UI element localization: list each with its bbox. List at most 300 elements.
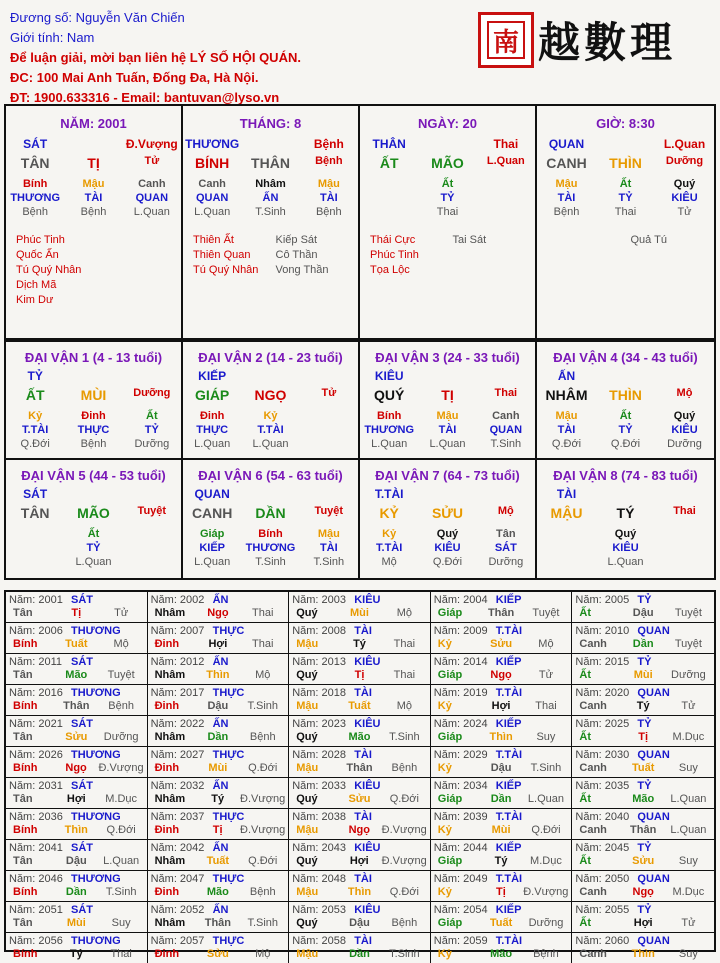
year-can-chi	[434, 793, 569, 806]
year-header	[151, 687, 286, 700]
life-stage: L.Quan	[194, 206, 231, 218]
star-left: Dịch Mã	[16, 279, 57, 291]
pillar-title: NĂM: 2001	[60, 116, 127, 131]
year-cell	[6, 871, 148, 902]
ten-god: QUAN	[489, 424, 523, 436]
dai-van-ten-gods	[537, 423, 714, 437]
year-can-chi	[151, 638, 286, 651]
dai-van-cell	[537, 342, 714, 460]
dai-van-top: TÀI	[556, 487, 577, 501]
year-can: Giáp	[437, 917, 463, 929]
year-ten-god: KIẾP	[495, 718, 522, 730]
year-ten-god: KIẾP	[495, 904, 522, 916]
year-stage: Q.Đới	[531, 824, 561, 836]
pillar-chi: MÃO	[431, 155, 464, 171]
year-can-chi	[292, 886, 427, 899]
year-header	[292, 749, 427, 762]
year-can-chi	[9, 948, 144, 961]
year-can: Tân	[13, 917, 33, 929]
year-stage: Đ.Vượng	[240, 793, 286, 805]
dai-van-can-chi	[360, 505, 535, 521]
year-chi: Tý	[353, 638, 366, 650]
year-label: Năm: 2019	[433, 687, 488, 699]
hidden-stem: Canh	[138, 178, 166, 190]
year-stage: Thai	[535, 700, 557, 712]
star-left: Thiên Ất	[193, 234, 234, 246]
year-can: Tân	[13, 793, 33, 805]
life-stage	[537, 555, 596, 569]
year-label: Năm: 2024	[433, 718, 488, 730]
year-cell	[6, 840, 148, 871]
hidden-stem: Kỷ	[28, 410, 43, 422]
year-label: Năm: 2043	[292, 842, 346, 854]
year-header	[292, 780, 427, 793]
dai-van-ten-god	[360, 487, 535, 501]
hidden-stem	[123, 527, 181, 541]
year-label: Năm: 2015	[575, 656, 630, 668]
year-stage: Mộ	[396, 607, 412, 619]
year-can-chi	[292, 948, 427, 961]
dai-van-top: KIÊU	[374, 369, 404, 383]
pillar-hidden-stems	[537, 177, 714, 191]
life-stage: Q.Đới	[20, 438, 50, 450]
dai-van-chi: THÌN	[609, 387, 642, 403]
year-ten-god: TỶ	[637, 904, 652, 916]
ten-god	[6, 541, 64, 555]
year-ten-god: KIÊU	[354, 842, 381, 854]
year-stage: Tử	[538, 669, 553, 681]
year-chi: Dần	[632, 638, 654, 650]
year-header	[9, 780, 144, 793]
dai-van-can-chi	[183, 387, 358, 403]
year-ten-god: THỰC	[212, 749, 245, 761]
year-can-chi	[9, 669, 144, 682]
year-ten-god: SÁT	[71, 780, 93, 792]
year-can-chi	[434, 607, 569, 620]
year-label: Năm: 2055	[575, 904, 630, 916]
year-chi: Mùi	[66, 917, 86, 929]
year-can: Nhâm	[154, 731, 186, 743]
star-left: Tú Quý Nhân	[16, 264, 82, 276]
year-chi: Dậu	[632, 607, 654, 619]
year-can: Kỷ	[437, 886, 452, 898]
year-stage: Tử	[114, 607, 129, 619]
year-stage: M.Dục	[672, 886, 705, 898]
year-stage: Bệnh	[391, 762, 418, 774]
year-can: Mậu	[296, 824, 319, 836]
year-cell	[148, 623, 290, 654]
star-right: Vong Thần	[275, 264, 329, 276]
year-label: Năm: 2030	[575, 749, 630, 761]
year-label: Năm: 2060	[575, 935, 630, 947]
ten-god	[300, 423, 358, 437]
ten-god: T.TÀI	[257, 424, 284, 436]
year-ten-god: TỶ	[637, 780, 652, 792]
year-header	[575, 625, 711, 638]
year-ten-god: KIẾP	[495, 842, 522, 854]
year-label: Năm: 2050	[575, 873, 630, 885]
year-can: Quý	[296, 669, 318, 681]
year-chi: Sửu	[632, 855, 655, 867]
year-can: Canh	[579, 824, 607, 836]
life-stage: T.Sinh	[255, 206, 286, 218]
star-left	[547, 233, 631, 248]
year-header	[151, 935, 286, 948]
year-ten-god: QUAN	[637, 687, 670, 699]
pillar-top-row	[183, 137, 358, 151]
year-stage: Tuyệt	[532, 607, 560, 619]
pillar-stars	[6, 233, 181, 308]
dai-van-cell	[360, 460, 537, 578]
hidden-stem: Mậu	[82, 178, 105, 190]
year-header	[434, 811, 569, 824]
pillar-ten-gods	[360, 191, 535, 205]
hidden-stem: Nhâm	[255, 178, 286, 190]
year-can-chi	[575, 731, 711, 744]
yearly-table	[4, 590, 716, 960]
dai-van-chi: NGỌ	[254, 387, 287, 403]
dai-van-stages	[6, 555, 181, 569]
pillar-chi: THÌN	[609, 155, 642, 171]
dai-van-title: ĐẠI VẬN 3 (24 - 33 tuổi)	[375, 350, 520, 365]
year-cell	[431, 685, 573, 716]
year-label: Năm: 2013	[292, 656, 346, 668]
year-can: Kỷ	[437, 638, 452, 650]
life-stage	[300, 437, 358, 451]
year-cell	[431, 654, 573, 685]
year-can-chi	[575, 607, 711, 620]
pillar-can-chi-row	[6, 155, 181, 171]
year-label: Năm: 2042	[150, 842, 205, 854]
year-header	[292, 625, 427, 638]
year-cell	[289, 871, 431, 902]
year-can: Ất	[579, 793, 591, 805]
year-can: Nhâm	[154, 607, 186, 619]
ten-god: TỶ	[86, 542, 101, 554]
dai-van-title: ĐẠI VẬN 6 (54 - 63 tuổi)	[198, 468, 343, 483]
year-can-chi	[292, 700, 427, 713]
year-ten-god: QUAN	[637, 811, 670, 823]
year-label: Năm: 2047	[150, 873, 205, 885]
year-can-chi	[434, 731, 569, 744]
ten-god: QUAN	[195, 192, 229, 204]
year-ten-god: KIẾP	[495, 656, 522, 668]
year-ten-god: THỰC	[212, 625, 245, 637]
year-can: Đinh	[154, 886, 180, 898]
year-can-chi	[9, 793, 144, 806]
year-ten-god: ẤN	[212, 780, 229, 792]
year-can-chi	[434, 638, 569, 651]
dai-van-stages	[6, 437, 181, 451]
life-stage: Thai	[614, 206, 637, 218]
year-chi: Sửu	[65, 731, 88, 743]
year-can-chi	[9, 607, 144, 620]
year-stage: Tuyệt	[674, 638, 702, 650]
year-can-chi	[151, 886, 286, 899]
pillar-can-chi-row	[360, 155, 535, 171]
year-label: Năm: 2023	[292, 718, 346, 730]
year-chi: Mùi	[491, 824, 511, 836]
year-header	[434, 594, 569, 607]
hidden-stem: Canh	[198, 178, 226, 190]
year-ten-god: THƯƠNG	[71, 625, 121, 637]
year-can: Tân	[13, 669, 33, 681]
ten-god: THƯƠNG	[10, 192, 60, 204]
year-can: Đinh	[154, 762, 180, 774]
year-label: Năm: 2053	[292, 904, 346, 916]
year-label: Năm: 2051	[9, 904, 63, 916]
year-label: Năm: 2028	[292, 749, 346, 761]
life-stage: L.Quan	[607, 556, 644, 568]
logo	[478, 10, 676, 70]
star-right	[99, 263, 182, 278]
hidden-stem: Quý	[614, 528, 637, 540]
phone-email-line: ĐT: 1900.633316 - Email: bantuvan@lyso.vn	[10, 90, 280, 105]
year-can-chi	[292, 917, 427, 930]
pillar-life-stages	[537, 205, 714, 219]
year-header	[575, 718, 711, 731]
ten-god: THƯƠNG	[245, 542, 296, 554]
dai-van-life: Mộ	[497, 505, 514, 517]
ten-god: THỰC	[77, 424, 110, 436]
hidden-stem: Kỷ	[382, 528, 397, 540]
pillar-life-stages	[183, 205, 358, 219]
pillar-ten-gods	[537, 191, 714, 205]
year-cell	[572, 654, 714, 685]
star-right: Kiếp Sát	[275, 234, 318, 246]
star-left: Thiên Quan	[193, 249, 251, 261]
dai-van-stages	[183, 437, 358, 451]
year-can: Canh	[579, 700, 607, 712]
year-cell	[431, 902, 573, 933]
pillar-hidden-stems	[6, 177, 181, 191]
year-chi: Thân	[487, 607, 515, 619]
year-can: Bính	[13, 762, 38, 774]
year-label: Năm: 2004	[433, 594, 488, 606]
life-stage: L.Quan	[194, 438, 231, 450]
life-stage	[6, 555, 64, 569]
year-can: Mậu	[296, 948, 319, 960]
dai-van-hidden	[183, 409, 358, 423]
year-can: Canh	[579, 948, 607, 960]
dai-van-cell	[360, 342, 537, 460]
year-chi: Sửu	[206, 948, 229, 960]
dai-van-ten-gods	[6, 423, 181, 437]
ten-god: TÀI	[557, 192, 576, 204]
hidden-stem: Đinh	[199, 410, 225, 422]
year-ten-god: T.TÀI	[495, 935, 523, 947]
year-chi: Hợi	[208, 638, 228, 650]
dai-van-can: GIÁP	[195, 387, 230, 403]
hidden-stem: Quý	[673, 178, 696, 190]
hidden-stem: Ất	[146, 410, 158, 422]
life-stage: Dưỡng	[667, 438, 702, 450]
year-can-chi	[575, 638, 711, 651]
year-chi: Tị	[354, 669, 365, 681]
year-cell	[148, 654, 290, 685]
star-right: Cô Thần	[275, 249, 318, 261]
year-can-chi	[292, 855, 427, 868]
year-label: Năm: 2052	[150, 904, 205, 916]
ten-god	[123, 541, 181, 555]
dai-van-title: ĐẠI VẬN 7 (64 - 73 tuổi)	[375, 468, 520, 483]
year-stage: T.Sinh	[247, 917, 279, 929]
life-stage: Thai	[436, 206, 459, 218]
year-header	[9, 935, 144, 948]
dai-van-life: Tuyệt	[314, 505, 344, 517]
year-header	[575, 656, 711, 669]
dai-van-can-chi	[6, 387, 181, 403]
year-label: Năm: 2040	[575, 811, 630, 823]
year-chi: Hợi	[349, 855, 369, 867]
year-stage: L.Quan	[670, 793, 707, 805]
year-can: Đinh	[154, 948, 180, 960]
year-stage: Q.Đới	[248, 855, 278, 867]
pillar-top-label: Thai	[493, 137, 519, 151]
dai-van-can: CANH	[191, 505, 233, 521]
year-cell	[289, 623, 431, 654]
dai-van-title: ĐẠI VẬN 4 (34 - 43 tuổi)	[553, 350, 698, 365]
star-right: Quả Tú	[630, 234, 667, 246]
year-chi: Tị	[638, 731, 649, 743]
star-right	[99, 293, 182, 308]
year-can-chi	[434, 886, 569, 899]
year-ten-god: QUAN	[637, 935, 670, 947]
life-stage: Bệnh	[80, 438, 107, 450]
hidden-stem: Bính	[22, 178, 48, 190]
year-header	[434, 935, 569, 948]
star-left: Phúc Tinh	[370, 249, 419, 261]
year-ten-god: TÀI	[354, 625, 372, 637]
year-chi: Tuất	[489, 917, 513, 929]
year-chi: Ngọ	[65, 762, 87, 774]
year-cell	[148, 747, 290, 778]
year-can-chi	[434, 762, 569, 775]
year-ten-god: THƯƠNG	[71, 873, 121, 885]
year-stage: Thai	[252, 638, 274, 650]
year-label: Năm: 2017	[150, 687, 205, 699]
dai-van-ten-gods	[183, 423, 358, 437]
year-stage: Thai	[393, 669, 416, 681]
year-stage: Bệnh	[249, 886, 276, 898]
pillar-can-chi-row	[183, 155, 358, 171]
year-header	[575, 687, 711, 700]
year-can-chi	[9, 824, 144, 837]
life-stage: Q.Đới	[432, 556, 463, 568]
year-can: Giáp	[437, 793, 463, 805]
star-right	[453, 263, 536, 278]
pillar-top-label: THƯƠNG	[185, 137, 240, 151]
pillar-top-label: Bệnh	[313, 137, 344, 151]
year-cell	[6, 592, 148, 623]
pillar-can: BÍNH	[195, 155, 230, 171]
year-stage: T.Sinh	[530, 762, 562, 774]
year-label: Năm: 2008	[292, 625, 346, 637]
year-chi: Hợi	[66, 793, 86, 805]
year-cell	[431, 809, 573, 840]
year-chi: Dần	[65, 886, 87, 898]
year-chi: Thìn	[64, 824, 88, 836]
year-can: Canh	[579, 638, 607, 650]
ten-god: TÀI	[319, 192, 338, 204]
year-header	[292, 718, 427, 731]
hidden-stem: Mậu	[555, 410, 578, 422]
year-header	[575, 749, 711, 762]
pillar-can: ẤT	[379, 155, 399, 171]
year-cell	[572, 902, 714, 933]
pillar-top-label	[418, 137, 476, 151]
year-stage: Mộ	[255, 948, 271, 960]
year-stage: Suy	[111, 917, 131, 929]
year-can-chi	[151, 607, 286, 620]
hidden-stem: Bính	[376, 410, 402, 422]
year-stage: Dưỡng	[103, 731, 139, 743]
life-stage	[360, 205, 418, 219]
pillar-title: NGÀY: 20	[418, 116, 477, 131]
dai-van-cell	[6, 460, 183, 578]
dai-van-hidden	[360, 409, 535, 423]
hidden-stem	[360, 177, 418, 191]
year-cell	[572, 871, 714, 902]
year-can: Bính	[13, 638, 38, 650]
year-header	[434, 780, 569, 793]
dai-van-top: T.TÀI	[374, 487, 404, 501]
year-header	[575, 842, 711, 855]
year-stage: Tuyệt	[674, 607, 702, 619]
year-chi: Ngọ	[490, 669, 512, 681]
hidden-stem: Ất	[441, 178, 454, 190]
year-header	[575, 594, 711, 607]
year-label: Năm: 2035	[575, 780, 630, 792]
year-header	[151, 625, 286, 638]
year-header	[151, 904, 286, 917]
year-can-chi	[151, 700, 286, 713]
ten-god: TỶ	[618, 424, 633, 436]
year-stage: Q.Đới	[389, 793, 419, 805]
year-ten-god: TÀI	[354, 687, 372, 699]
year-cell	[6, 933, 148, 963]
dai-van-chi: MÃO	[77, 505, 110, 521]
year-ten-god: SÁT	[71, 594, 93, 606]
year-can-chi	[434, 700, 569, 713]
year-header	[434, 718, 569, 731]
pillar-title: GIỜ: 8:30	[596, 116, 655, 131]
year-can-chi	[292, 793, 427, 806]
year-can: Tân	[13, 855, 33, 867]
dai-van-stages	[183, 555, 358, 569]
year-stage: Thai	[393, 638, 416, 650]
year-header	[9, 656, 144, 669]
year-label: Năm: 2054	[433, 904, 488, 916]
year-can-chi	[434, 948, 569, 961]
pillar-top-label: Đ.Vượng	[125, 137, 178, 151]
year-chi: Dần	[490, 793, 512, 805]
year-stage: Dưỡng	[671, 669, 706, 681]
year-chi: Sửu	[490, 638, 513, 650]
year-ten-god: T.TÀI	[495, 811, 523, 823]
year-ten-god: THƯƠNG	[71, 749, 121, 761]
year-can: Giáp	[437, 607, 463, 619]
year-ten-god: T.TÀI	[495, 687, 523, 699]
year-chi: Thân	[346, 762, 373, 774]
year-can-chi	[575, 762, 711, 775]
hidden-stem: Quý	[436, 528, 459, 540]
year-can-chi	[9, 700, 144, 713]
year-can-chi	[575, 948, 711, 961]
year-can: Ất	[579, 731, 591, 743]
year-label: Năm: 2056	[9, 935, 63, 947]
year-ten-god: T.TÀI	[495, 625, 523, 637]
